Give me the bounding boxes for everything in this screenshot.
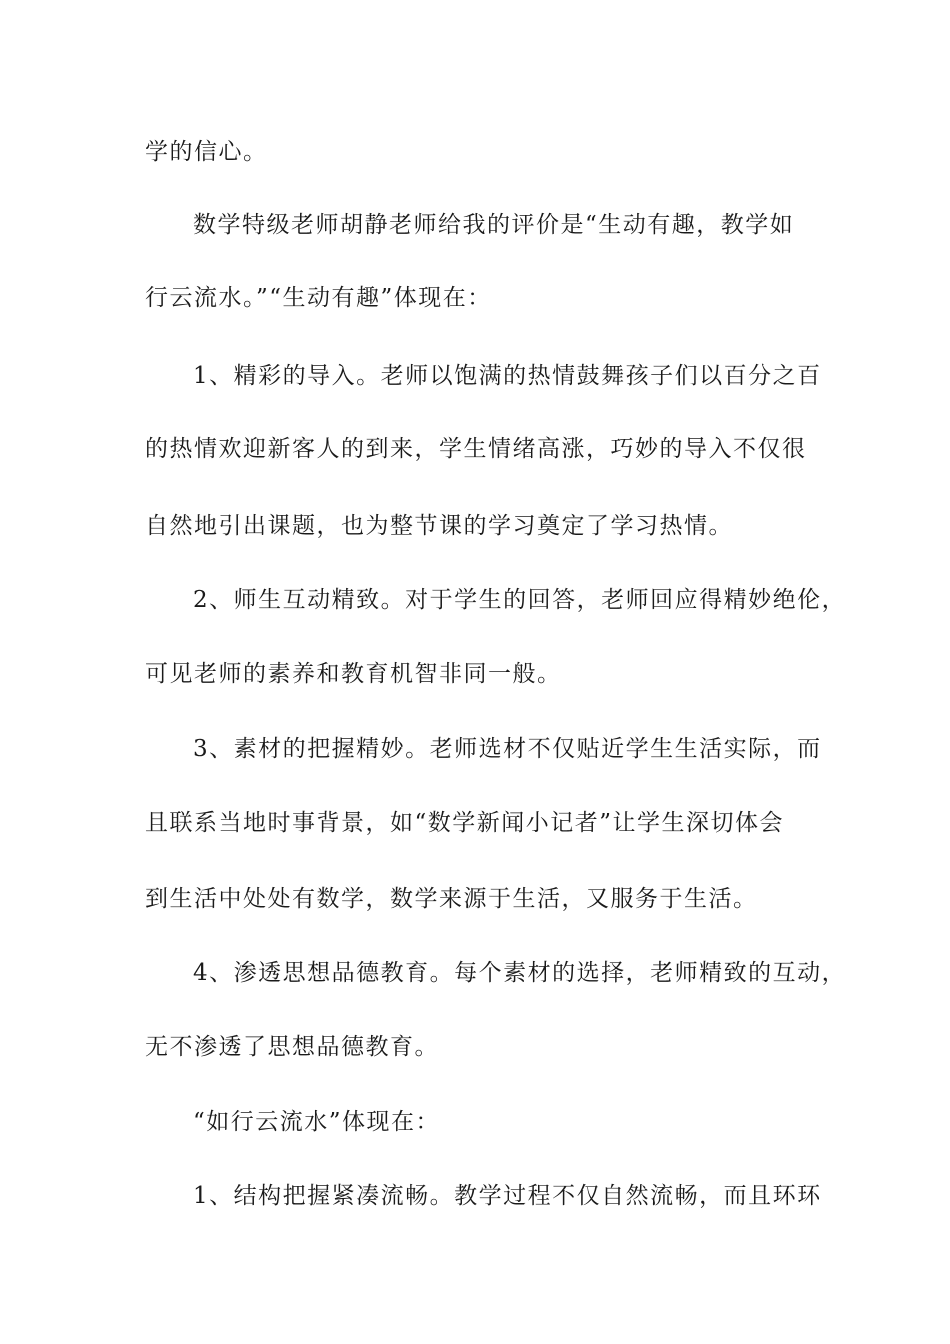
list-item-start: 2、师生互动精致。对于学生的回答，老师回应得精妙绝伦，: [193, 587, 847, 613]
text-line: 到生活中处处有数学，数学来源于生活，又服务于生活。: [145, 886, 758, 912]
text-line: 自然地引出课题，也为整节课的学习奠定了学习热情。: [145, 513, 733, 539]
paragraph-start: 数学特级老师胡静老师给我的评价是“生动有趣，教学如: [193, 212, 795, 238]
text-line: 行云流水。”“生动有趣”体现在：: [145, 285, 492, 311]
list-item-start: 4、渗透思想品德教育。每个素材的选择，老师精致的互动，: [193, 960, 847, 986]
list-item-start: 1、结构把握紧凑流畅。教学过程不仅自然流畅，而且环环: [193, 1183, 822, 1209]
text-line: 且联系当地时事背景，如“数学新闻小记者”让学生深切体会: [145, 810, 785, 836]
list-item-start: 3、素材的把握精妙。老师选材不仅贴近学生生活实际，而: [193, 736, 822, 762]
text-line: 无不渗透了思想品德教育。: [145, 1034, 439, 1060]
text-line: 的热情欢迎新客人的到来，学生情绪高涨，巧妙的导入不仅很: [145, 436, 807, 462]
section-heading: “如行云流水”体现在：: [193, 1109, 441, 1135]
text-line: 学的信心。: [145, 139, 268, 165]
text-line: 可见老师的素养和教育机智非同一般。: [145, 661, 562, 687]
list-item-start: 1、精彩的导入。老师以饱满的热情鼓舞孩子们以百分之百: [193, 363, 822, 389]
